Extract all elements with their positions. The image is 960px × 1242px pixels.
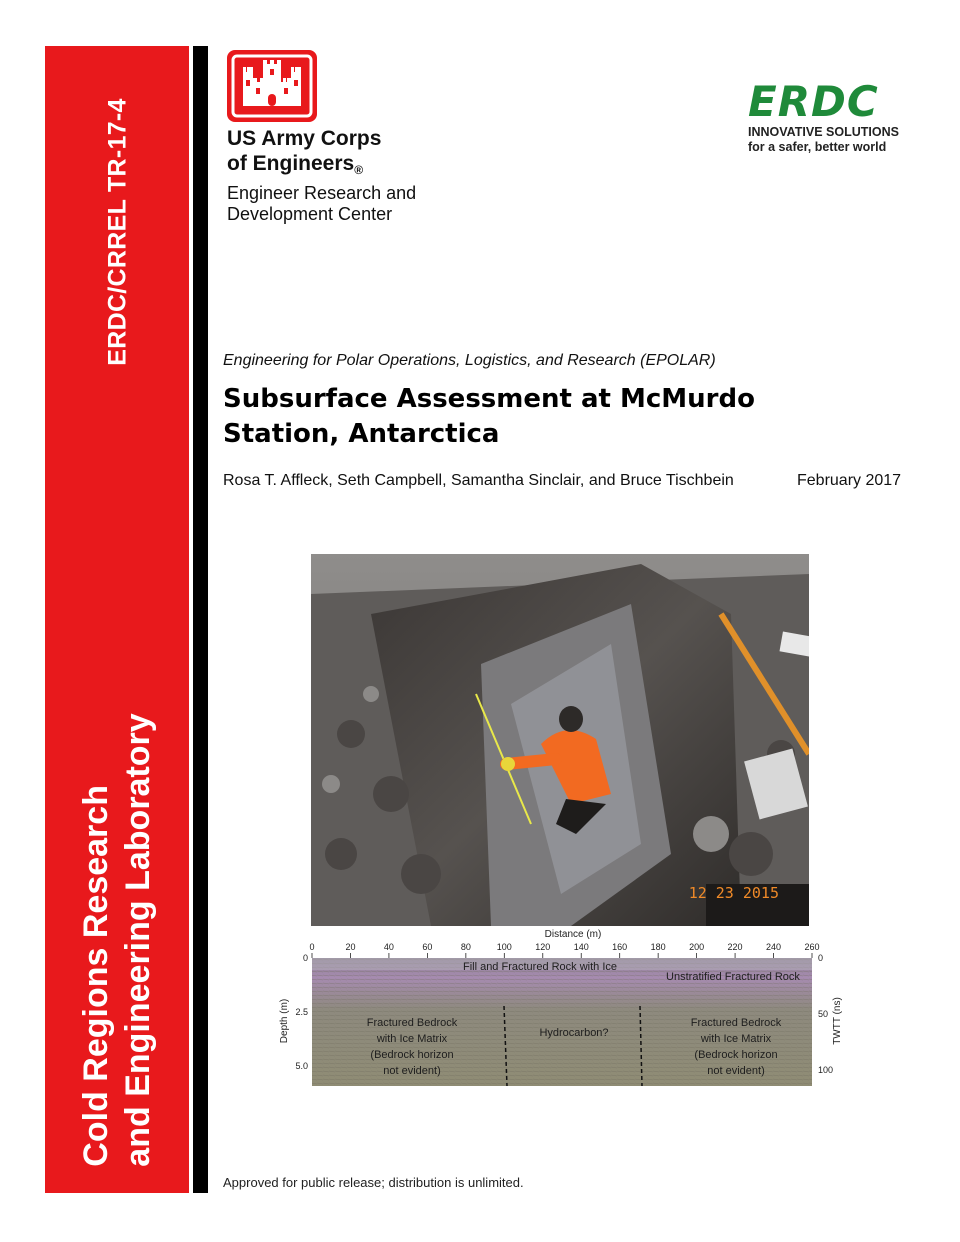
report-date: February 2017	[797, 472, 902, 489]
report-title-line1: Subsurface Assessment at McMurdo	[223, 384, 755, 414]
usace-org-block	[227, 126, 527, 225]
zone-middle-label: Hydrocarbon?	[539, 1027, 609, 1039]
x-tick-label: 140	[573, 942, 589, 952]
x-tick-label: 200	[689, 942, 705, 952]
center-name-line1: Engineer Research and	[227, 183, 417, 203]
x-tick-label: 80	[460, 942, 471, 952]
right-axis-label: TWTT (ns)	[832, 997, 843, 1045]
x-tick-label: 20	[345, 942, 356, 952]
gpr-radargram-figure	[275, 926, 855, 1086]
sidebar-black-stripe	[193, 46, 208, 1193]
x-axis-label: Distance (m)	[544, 929, 602, 940]
org-name-line2-wrap	[227, 151, 527, 183]
x-tick-label: 180	[650, 942, 666, 952]
report-number: ERDC/CRREL TR-17-4	[103, 98, 132, 366]
center-name-line2: Development Center	[227, 204, 393, 224]
left-axis-label: Depth (m)	[279, 998, 290, 1044]
zone-label-line: (Bedrock horizon	[694, 1049, 778, 1061]
x-tick-label: 240	[766, 942, 782, 952]
trench-photo	[311, 554, 809, 926]
left-ticks	[295, 953, 308, 1071]
right-ticks	[818, 953, 833, 1075]
erdc-wordmark: ERDC	[748, 77, 879, 126]
usace-castle-logo	[227, 50, 317, 122]
zone-label-line: not evident)	[707, 1065, 765, 1077]
program-name: Engineering for Polar Operations, Logistics, and Research (EPOLAR)	[223, 352, 716, 369]
x-tick-label: 0	[309, 942, 315, 952]
right-tick-label: 100	[818, 1065, 834, 1075]
lab-name-line2: and Engineering Laboratory	[119, 713, 157, 1167]
zone-label-line: (Bedrock horizon	[370, 1049, 454, 1061]
report-title-line2: Station, Antarctica	[223, 419, 500, 449]
report-authors: Rosa T. Affleck, Seth Campbell, Samantha Sinclair, and Bruce Tischbein	[223, 472, 734, 489]
left-tick-label: 2.5	[295, 1007, 308, 1017]
zone-label-line: with Ice Matrix	[700, 1033, 772, 1045]
left-tick-label: 0	[302, 953, 308, 963]
zone-label-line: not evident)	[383, 1065, 441, 1077]
left-tick-label: 5.0	[295, 1061, 308, 1071]
zone-label-line: Fractured Bedrock	[690, 1017, 782, 1029]
erdc-tagline-line2: for a safer, better world	[748, 140, 887, 154]
x-tick-label: 220	[727, 942, 743, 952]
photo-date-stamp: 12 23 2015	[688, 884, 779, 902]
zone-label-line: Fractured Bedrock	[366, 1017, 458, 1029]
laboratory-name	[75, 713, 159, 1166]
erdc-tagline-line1: INNOVATIVE SOLUTIONS	[748, 125, 899, 139]
org-name-line2: of Engineers	[227, 152, 355, 175]
lab-name-line1: Cold Regions Research	[77, 785, 115, 1167]
erdc-logo	[748, 77, 918, 154]
x-tick-label: 260	[804, 942, 820, 952]
right-tick-label: 0	[818, 953, 824, 963]
x-tick-label: 40	[383, 942, 394, 952]
zone-label-line: with Ice Matrix	[376, 1033, 448, 1045]
x-tick-label: 100	[496, 942, 512, 952]
release-statement: Approved for public release; distribution is unlimited.	[223, 1175, 524, 1190]
right-tick-label: 50	[818, 1009, 829, 1019]
label-fill-fractured-rock: Fill and Fractured Rock with Ice	[462, 961, 618, 973]
x-ticks	[309, 942, 819, 958]
trench-photo-illustration	[311, 554, 809, 926]
report-title	[223, 382, 843, 452]
x-tick-label: 120	[535, 942, 551, 952]
org-name-line1: US Army Corps	[227, 127, 382, 150]
label-unstratified-rock: Unstratified Fractured Rock	[666, 971, 800, 983]
x-tick-label: 160	[612, 942, 628, 952]
registered-mark: ®	[354, 163, 364, 177]
x-tick-label: 60	[422, 942, 433, 952]
